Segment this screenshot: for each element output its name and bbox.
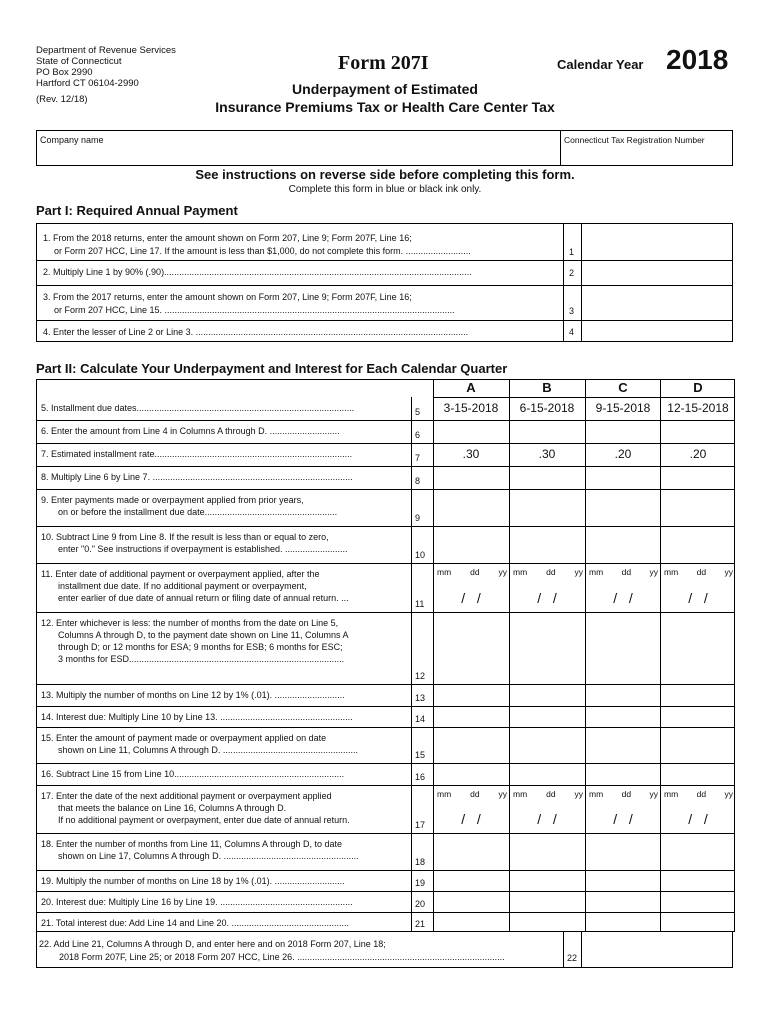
registration-number-label: Connecticut Tax Registration Number xyxy=(564,135,705,145)
part2-line-number: 7 xyxy=(415,453,421,463)
line-text-part: enter earlier of due date of annual return or filing date of annual return. ... xyxy=(58,593,349,603)
part2-line-17-text xyxy=(41,790,409,826)
part2-line-18-text xyxy=(41,838,409,862)
line-text-part: 15. Enter the amount of payment made or overpayment applied on date xyxy=(41,733,327,743)
part1-line4-text: 4. Enter the lesser of Line 2 or Line 3. ............................................................................................................. xyxy=(43,327,469,337)
part2-line-number: 5 xyxy=(415,407,421,417)
part1-line2-amount[interactable] xyxy=(582,261,732,284)
due-date: 6-15-2018 xyxy=(519,401,575,415)
due-date: 9-15-2018 xyxy=(595,401,651,415)
date-format-label xyxy=(437,789,507,799)
part1-line-number: 4 xyxy=(569,327,575,337)
revision-date: (Rev. 12/18) xyxy=(36,94,88,105)
line-6-col-a[interactable] xyxy=(434,421,509,443)
part2-line-number: 13 xyxy=(415,693,426,703)
date-part-dd: dd xyxy=(621,789,632,799)
date-part-yy: yy xyxy=(724,567,733,577)
date-format-label xyxy=(664,567,733,577)
part1-line3-text: 3. From the 2017 returns, enter the amount shown on Form 207, Line 9; Form 207F, Line 16; or Form 207 HCC, Line 15. .................................................................................................................... xyxy=(43,292,455,315)
line-8-col-a[interactable] xyxy=(434,467,509,489)
line-text-part: 16. Subtract Line 15 from Line 10.................................................................... xyxy=(41,769,345,779)
date-part-mm: mm xyxy=(513,789,528,799)
line-14-col-a[interactable] xyxy=(434,707,509,727)
installment-rate: .20 xyxy=(614,447,632,461)
column-header-c: C xyxy=(618,380,628,395)
line-6-col-d[interactable] xyxy=(661,421,735,443)
date-format-label xyxy=(437,567,507,577)
date-slashes: / / xyxy=(688,811,708,827)
line-15-col-a[interactable] xyxy=(434,728,509,763)
line-10-col-d[interactable] xyxy=(661,527,735,563)
line-text-part: installment due date. If no additional payment or overpayment, xyxy=(58,581,307,591)
line-9-col-d[interactable] xyxy=(661,490,735,526)
part1-line-number: 1 xyxy=(569,247,575,257)
date-part-yy: yy xyxy=(574,567,583,577)
part2-line-13-text xyxy=(41,689,409,701)
date-part-dd: dd xyxy=(470,567,480,577)
date-part-dd: dd xyxy=(546,567,556,577)
line-6-col-c[interactable] xyxy=(586,421,660,443)
part1-line4-amount[interactable] xyxy=(582,321,732,341)
line22-divider xyxy=(563,931,564,968)
line-text-part: Columns A through D, to the payment date shown on Line 11, Columns A xyxy=(58,630,349,640)
date-part-yy: yy xyxy=(649,567,658,577)
line-13-col-c[interactable] xyxy=(586,685,660,706)
date-part-mm: mm xyxy=(664,789,679,799)
line-12-col-c[interactable] xyxy=(586,613,660,684)
line-12-col-b[interactable] xyxy=(510,613,585,684)
part2-line-14-text xyxy=(41,711,409,723)
part2-line-number: 21 xyxy=(415,919,426,929)
line-text-part: 6. Enter the amount from Line 4 in Columns A through D. ............................ xyxy=(41,426,340,436)
line-text-part: 10. Subtract Line 9 from Line 8. If the result is less than or equal to zero, xyxy=(41,532,329,542)
line-19-col-b[interactable] xyxy=(510,871,585,891)
line-20-col-d[interactable] xyxy=(661,892,735,912)
line-text-part: 19. Multiply the number of months on Line 18 by 1% (.01). ............................ xyxy=(41,876,345,886)
part2-line-number: 16 xyxy=(415,772,426,782)
line-20-col-a[interactable] xyxy=(434,892,509,912)
part2-line-number: 18 xyxy=(415,857,426,867)
line-20-col-c[interactable] xyxy=(586,892,660,912)
part2-line-15-text xyxy=(41,732,409,756)
line-6-col-b[interactable] xyxy=(510,421,585,443)
form-subtitle-2: Insurance Premiums Tax or Health Care Center Tax xyxy=(215,99,555,115)
date-format-label xyxy=(664,789,733,799)
part2-divider xyxy=(411,397,412,932)
date-part-yy: yy xyxy=(649,789,658,799)
line-8-col-b[interactable] xyxy=(510,467,585,489)
line-14-col-b[interactable] xyxy=(510,707,585,727)
line-21-col-c[interactable] xyxy=(586,913,660,932)
line-8-col-d[interactable] xyxy=(661,467,735,489)
part2-line-20-text xyxy=(41,896,409,908)
date-part-dd: dd xyxy=(621,567,632,577)
date-slashes: / / xyxy=(688,590,708,606)
line-9-col-b[interactable] xyxy=(510,490,585,526)
line-20-col-b[interactable] xyxy=(510,892,585,912)
part2-line-6-text xyxy=(41,425,409,437)
part2-line-10-text xyxy=(41,531,409,555)
part2-line-number: 20 xyxy=(415,899,426,909)
date-format-label xyxy=(513,789,583,799)
part1-divider xyxy=(563,223,564,342)
part1-line1-amount[interactable] xyxy=(582,224,732,259)
line-text-part: enter "0." See instructions if overpayment is established. ......................... xyxy=(58,544,348,554)
line-14-col-c[interactable] xyxy=(586,707,660,727)
date-part-mm: mm xyxy=(437,567,452,577)
line-8-col-c[interactable] xyxy=(586,467,660,489)
form-title: Form 207I xyxy=(338,52,429,74)
part2-line-number: 6 xyxy=(415,430,421,440)
line-21-col-a[interactable] xyxy=(434,913,509,932)
calendar-year-label: Calendar Year xyxy=(557,57,644,72)
line-16-col-c[interactable] xyxy=(586,764,660,785)
line-text-part: If no additional payment or overpayment, enter due date of annual return. xyxy=(58,815,350,825)
date-part-yy: yy xyxy=(724,789,733,799)
company-name-field[interactable] xyxy=(36,130,561,166)
part2-line-number: 10 xyxy=(415,550,426,560)
part2-line-number: 15 xyxy=(415,750,426,760)
line-text-part: 21. Total interest due: Add Line 14 and Line 20. ............................................... xyxy=(41,918,350,928)
line-text-part: shown on Line 11, Columns A through D. ...................................................... xyxy=(58,745,358,755)
line-15-col-b[interactable] xyxy=(510,728,585,763)
line-text-part: through D; or 12 months for ESA; 9 months for ESB; 6 months for ESC; xyxy=(58,642,343,652)
part1-line-number: 2 xyxy=(569,268,575,278)
part2-line-5-text xyxy=(41,402,409,414)
line-text-part: 9. Enter payments made or overpayment applied from prior years, xyxy=(41,495,304,505)
line22-number: 22 xyxy=(567,953,578,963)
part1-title: Part I: Required Annual Payment xyxy=(36,203,238,218)
line-text-part: that meets the balance on Line 16, Columns A through D. xyxy=(58,803,287,813)
line-9-col-c[interactable] xyxy=(586,490,660,526)
line-21-col-d[interactable] xyxy=(661,913,735,932)
line-19-col-d[interactable] xyxy=(661,871,735,891)
date-part-mm: mm xyxy=(664,567,679,577)
date-part-mm: mm xyxy=(437,789,452,799)
date-part-dd: dd xyxy=(546,789,556,799)
installment-rate: .20 xyxy=(689,447,707,461)
date-part-mm: mm xyxy=(589,567,604,577)
line-16-col-d[interactable] xyxy=(661,764,735,785)
date-part-yy: yy xyxy=(498,789,507,799)
part2-line-number: 8 xyxy=(415,476,421,486)
date-slashes: / / xyxy=(537,590,557,606)
part2-line-number: 17 xyxy=(415,820,426,830)
line-10-col-c[interactable] xyxy=(586,527,660,563)
date-slashes: / / xyxy=(613,811,633,827)
line-18-col-a[interactable] xyxy=(434,834,509,870)
line-10-col-b[interactable] xyxy=(510,527,585,563)
instructions-ink: Complete this form in blue or black ink only. xyxy=(288,184,482,195)
agency-block xyxy=(36,45,176,105)
line-10-col-a[interactable] xyxy=(434,527,509,563)
date-part-mm: mm xyxy=(589,789,604,799)
column-header-a: A xyxy=(466,380,476,395)
line-21-col-b[interactable] xyxy=(510,913,585,932)
line-text-part: 18. Enter the number of months from Line 11, Columns A through D, to date xyxy=(41,839,343,849)
line-14-col-d[interactable] xyxy=(661,707,735,727)
part1-line2-text: 2. Multiply Line 1 by 90% (.90)........................................................................................................................... xyxy=(43,267,472,277)
date-format-label xyxy=(513,567,583,577)
installment-rate: .30 xyxy=(538,447,556,461)
part2-line-8-text xyxy=(41,471,409,483)
date-format-label xyxy=(589,789,658,799)
part2-line-number: 11 xyxy=(415,599,425,609)
agency-line: Department of Revenue Services xyxy=(36,45,176,56)
date-part-dd: dd xyxy=(696,789,707,799)
registration-number-field[interactable] xyxy=(560,130,733,166)
date-part-dd: dd xyxy=(470,789,480,799)
line22-amount[interactable] xyxy=(582,932,732,967)
part2-line-7-text xyxy=(41,448,409,460)
line-text-part: 17. Enter the date of the next additional payment or overpayment applied xyxy=(41,791,332,801)
date-slashes: / / xyxy=(461,590,481,606)
calendar-year: 2018 xyxy=(666,44,729,75)
part2-line-number: 19 xyxy=(415,878,426,888)
line-text-part: 5. Installment due dates....................................................................................... xyxy=(41,403,355,413)
line-18-col-d[interactable] xyxy=(661,834,735,870)
line-12-col-d[interactable] xyxy=(661,613,735,684)
line-text-part: 11. Enter date of additional payment or overpayment applied, after the xyxy=(41,569,320,579)
instructions-main: See instructions on reverse side before completing this form. xyxy=(195,167,575,182)
line-19-col-a[interactable] xyxy=(434,871,509,891)
line-18-col-c[interactable] xyxy=(586,834,660,870)
line-15-col-d[interactable] xyxy=(661,728,735,763)
part2-line-9-text xyxy=(41,494,409,518)
line-text-part: 20. Interest due: Multiply Line 16 by Line 19. ..................................................... xyxy=(41,897,353,907)
part2-line-16-text xyxy=(41,768,409,780)
date-format-label xyxy=(589,567,658,577)
date-slashes: / / xyxy=(537,811,557,827)
date-slashes: / / xyxy=(461,811,481,827)
agency-line: State of Connecticut xyxy=(36,56,122,67)
line-18-col-b[interactable] xyxy=(510,834,585,870)
line-text-part: 8. Multiply Line 6 by Line 7. ................................................................................ xyxy=(41,472,353,482)
line-15-col-c[interactable] xyxy=(586,728,660,763)
part2-line-21-text xyxy=(41,917,409,929)
form-subtitle-1: Underpayment of Estimated xyxy=(292,81,478,97)
line-text-part: shown on Line 17, Columns A through D. ...................................................... xyxy=(58,851,359,861)
line-text-part: 13. Multiply the number of months on Line 12 by 1% (.01). ............................ xyxy=(41,690,345,700)
line-text-part: on or before the installment due date..................................................... xyxy=(58,507,338,517)
line-13-col-a[interactable] xyxy=(434,685,509,706)
line-text-part: 3 months for ESD...................................................................................... xyxy=(58,654,345,664)
installment-rate: .30 xyxy=(462,447,480,461)
part1-line1-text: 1. From the 2018 returns, enter the amount shown on Form 207, Line 9; Form 207F, Line 16; or Form 207 HCC, Line 17. If the amount is less than $1,000, do not complete this form. .......................... xyxy=(43,233,471,256)
column-header-b: B xyxy=(542,380,552,395)
line-text-part: 12. Enter whichever is less: the number of months from the date on Line 5, xyxy=(41,618,339,628)
line-16-col-a[interactable] xyxy=(434,764,509,785)
line-text-part: 14. Interest due: Multiply Line 10 by Line 13. ..................................................... xyxy=(41,712,353,722)
company-name-label: Company name xyxy=(40,135,104,145)
part1-line-number: 3 xyxy=(569,306,575,316)
line-12-col-a[interactable] xyxy=(434,613,509,684)
due-date: 3-15-2018 xyxy=(443,401,499,415)
part2-line-12-text xyxy=(41,617,409,665)
agency-line: PO Box 2990 xyxy=(36,67,93,78)
line-9-col-a[interactable] xyxy=(434,490,509,526)
line22-text: 22. Add Line 21, Columns A through D, and enter here and on 2018 Form 207, Line 18; 2018 Form 207F, Line 25; or 2018 Form 207 HCC, Line 26. ................................................................................... xyxy=(39,939,505,962)
line-13-col-d[interactable] xyxy=(661,685,735,706)
line-16-col-b[interactable] xyxy=(510,764,585,785)
date-slashes: / / xyxy=(613,590,633,606)
part1-line3-amount[interactable] xyxy=(582,286,732,319)
part2-line-number: 14 xyxy=(415,714,426,724)
column-header-d: D xyxy=(693,380,703,395)
date-part-yy: yy xyxy=(498,567,507,577)
date-part-mm: mm xyxy=(513,567,528,577)
part2-line-11-text xyxy=(41,568,409,604)
part2-line-number: 9 xyxy=(415,513,421,523)
date-part-yy: yy xyxy=(574,789,583,799)
line-13-col-b[interactable] xyxy=(510,685,585,706)
due-date: 12-15-2018 xyxy=(667,401,729,415)
date-part-dd: dd xyxy=(696,567,707,577)
part2-line-number: 12 xyxy=(415,671,426,681)
line-text-part: 7. Estimated installment rate............................................................................... xyxy=(41,449,353,459)
part2-title: Part II: Calculate Your Underpayment and Interest for Each Calendar Quarter xyxy=(36,361,508,376)
agency-line: Hartford CT 06104-2990 xyxy=(36,78,139,89)
line-19-col-c[interactable] xyxy=(586,871,660,891)
part2-line-19-text xyxy=(41,875,409,887)
